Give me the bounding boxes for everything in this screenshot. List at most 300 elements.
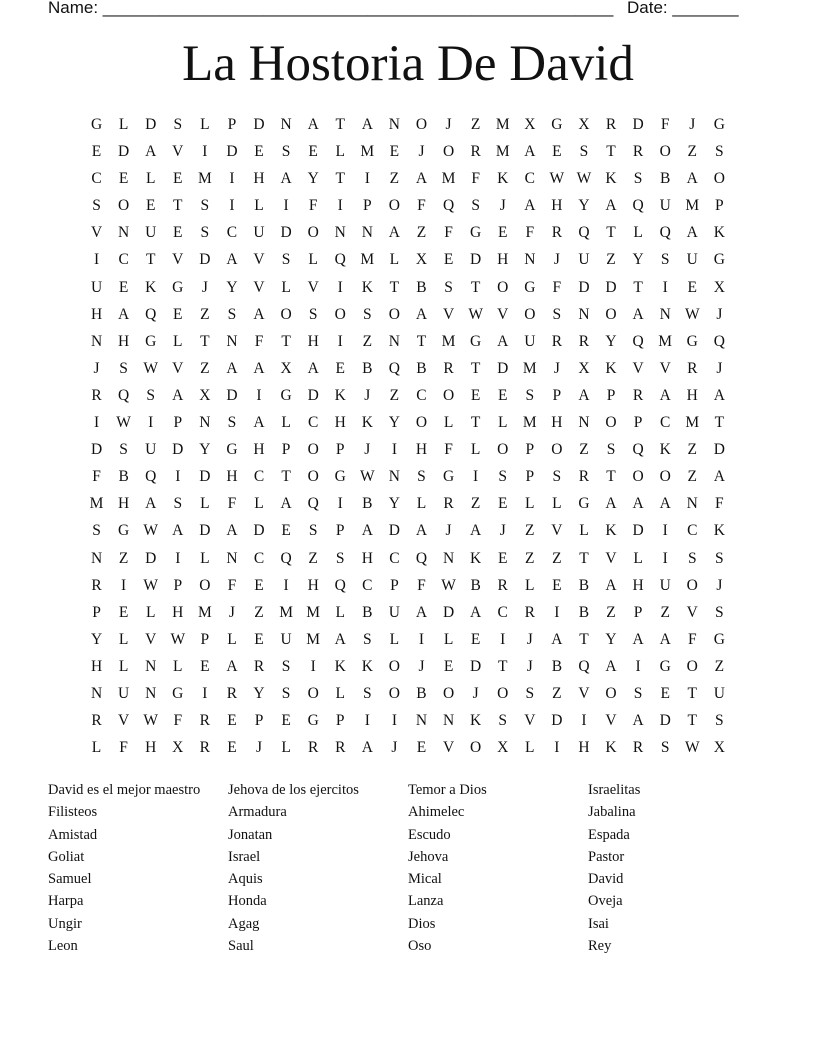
grid-letter: E <box>118 278 129 296</box>
grid-row <box>83 330 733 357</box>
grid-letter: A <box>524 197 536 215</box>
grid-letter: O <box>605 684 617 702</box>
grid-letter: E <box>497 386 508 404</box>
grid-letter: R <box>632 143 644 161</box>
grid-letter: G <box>118 522 130 540</box>
grid-letter: L <box>335 143 345 161</box>
word-list-item: Samuel <box>48 871 92 888</box>
grid-letter: V <box>605 549 617 567</box>
grid-letter: L <box>525 495 535 513</box>
grid-letter: W <box>116 414 131 432</box>
grid-letter: A <box>226 522 238 540</box>
grid-letter: I <box>121 576 127 594</box>
grid-letter: V <box>442 739 455 757</box>
grid-letter: O <box>442 386 455 404</box>
grid-letter: O <box>713 170 725 188</box>
grid-letter: E <box>497 224 508 242</box>
grid-letter: R <box>551 224 563 242</box>
grid-letter: R <box>253 657 265 675</box>
grid-row <box>83 384 733 411</box>
grid-letter: S <box>579 143 589 161</box>
grid-letter: V <box>442 305 455 323</box>
grid-letter: G <box>713 116 725 133</box>
grid-letter: J <box>689 116 696 133</box>
grid-letter: A <box>713 468 725 486</box>
grid-letter: P <box>525 468 535 486</box>
name-field-line: Name: ______________________________________________________ <box>48 0 614 17</box>
grid-letter: W <box>549 170 565 188</box>
grid-letter: N <box>199 414 211 432</box>
grid-letter: E <box>497 495 508 513</box>
grid-letter: E <box>416 739 427 757</box>
grid-letter: R <box>335 739 346 757</box>
grid-letter: Z <box>118 549 129 567</box>
grid-letter: F <box>119 739 128 757</box>
grid-letter: R <box>578 332 590 350</box>
grid-letter: C <box>253 468 265 486</box>
grid-letter: M <box>522 414 537 432</box>
grid-letter: G <box>524 278 536 296</box>
word-list-item: Harpa <box>48 893 84 910</box>
grid-letter: G <box>578 495 590 513</box>
grid-letter: L <box>200 495 210 513</box>
grid-row <box>83 492 733 519</box>
grid-letter: X <box>578 116 590 133</box>
grid-letter: Z <box>254 603 264 621</box>
grid-letter: P <box>227 116 237 133</box>
grid-letter: E <box>118 170 129 188</box>
grid-letter: B <box>416 359 427 377</box>
grid-letter: S <box>92 197 101 215</box>
word-list-item: Aquis <box>228 871 263 888</box>
grid-letter: W <box>143 359 159 377</box>
grid-letter: Y <box>226 278 238 296</box>
grid-letter: O <box>388 657 400 675</box>
grid-letter: N <box>226 549 238 567</box>
grid-letter: Y <box>90 630 103 648</box>
grid-letter: E <box>281 712 291 730</box>
grid-letter: N <box>388 332 400 350</box>
grid-letter: D <box>551 712 563 730</box>
grid-letter: Z <box>389 386 400 404</box>
grid-letter: N <box>578 414 590 432</box>
grid-letter: I <box>662 278 668 296</box>
grid-letter: M <box>441 332 456 350</box>
grid-letter: S <box>715 603 724 621</box>
grid-letter: P <box>335 441 345 459</box>
grid-letter: P <box>173 576 183 594</box>
word-list-item: Israel <box>228 848 261 865</box>
grid-letter: R <box>605 116 617 133</box>
grid-letter: N <box>361 224 373 242</box>
grid-letter: J <box>553 251 560 269</box>
grid-letter: E <box>389 143 400 161</box>
grid-letter: A <box>361 116 373 133</box>
word-search-grid <box>83 113 733 763</box>
word-list-item: Jehova <box>408 848 449 865</box>
grid-letter: A <box>253 359 265 377</box>
grid-letter: N <box>145 657 157 675</box>
grid-letter: V <box>90 224 103 242</box>
grid-letter: D <box>442 603 455 621</box>
grid-letter: G <box>334 468 346 486</box>
grid-letter: K <box>361 414 373 432</box>
grid-letter: S <box>552 305 562 323</box>
grid-letter: Z <box>714 657 725 675</box>
grid-letter: S <box>687 549 697 567</box>
grid-letter: C <box>497 603 508 621</box>
grid-letter: Q <box>632 332 644 350</box>
grid-letter: S <box>606 441 616 459</box>
grid-letter: Q <box>632 441 644 459</box>
grid-letter: O <box>118 197 130 215</box>
grid-letter: K <box>361 657 373 675</box>
grid-letter: N <box>118 224 130 242</box>
grid-letter: S <box>471 197 480 215</box>
grid-letter: I <box>337 332 343 350</box>
grid-letter: O <box>497 441 509 459</box>
grid-letter: V <box>172 251 184 269</box>
grid-letter: L <box>389 630 400 648</box>
grid-letter: L <box>497 414 508 432</box>
grid-letter: S <box>200 224 210 242</box>
grid-letter: X <box>415 251 428 269</box>
grid-letter: E <box>335 359 345 377</box>
grid-letter: P <box>633 603 643 621</box>
grid-letter: X <box>524 116 536 133</box>
grid-letter: D <box>253 522 265 540</box>
grid-row <box>83 411 733 438</box>
grid-letter: Z <box>525 522 535 540</box>
grid-letter: T <box>606 143 616 161</box>
grid-letter: F <box>660 116 670 133</box>
grid-letter: D <box>578 278 590 296</box>
grid-letter: O <box>334 305 346 323</box>
grid-letter: N <box>145 684 157 702</box>
grid-letter: R <box>91 576 102 594</box>
grid-letter: E <box>145 197 156 215</box>
grid-letter: Q <box>578 657 590 675</box>
grid-letter: O <box>442 143 455 161</box>
grid-letter: Y <box>578 197 590 215</box>
grid-letter: L <box>145 603 156 621</box>
grid-letter: F <box>715 495 724 513</box>
grid-letter: I <box>175 549 181 567</box>
grid-letter: C <box>416 386 427 404</box>
grid-letter: K <box>334 657 346 675</box>
grid-letter: S <box>363 684 372 702</box>
grid-letter: I <box>500 630 506 648</box>
grid-letter: K <box>470 712 482 730</box>
grid-letter: H <box>253 170 265 188</box>
grid-letter: M <box>360 251 375 269</box>
grid-letter: K <box>713 522 725 540</box>
grid-letter: A <box>307 116 319 133</box>
grid-letter: G <box>145 332 157 350</box>
grid-letter: O <box>307 441 319 459</box>
grid-letter: O <box>497 684 509 702</box>
grid-letter: I <box>662 522 668 540</box>
grid-letter: U <box>686 251 698 269</box>
grid-letter: A <box>253 414 265 432</box>
grid-letter: M <box>522 359 537 377</box>
grid-row <box>83 194 733 221</box>
grid-letter: Z <box>416 224 427 242</box>
grid-letter: D <box>632 522 644 540</box>
grid-letter: V <box>172 359 184 377</box>
grid-letter: A <box>145 495 157 513</box>
grid-letter: L <box>118 116 129 133</box>
grid-letter: I <box>391 712 397 730</box>
grid-letter: K <box>605 170 617 188</box>
grid-row <box>83 438 733 465</box>
grid-letter: Y <box>388 414 400 432</box>
word-list-item: David es el mejor maestro <box>48 782 201 798</box>
grid-letter: H <box>172 603 184 621</box>
grid-letter: I <box>229 170 235 188</box>
grid-letter: O <box>632 468 644 486</box>
grid-letter: G <box>226 441 238 459</box>
grid-letter: Z <box>552 684 562 702</box>
grid-letter: L <box>118 657 129 675</box>
grid-letter: B <box>470 576 481 594</box>
grid-letter: P <box>552 386 562 404</box>
grid-letter: G <box>90 116 103 133</box>
grid-letter: F <box>92 468 101 486</box>
word-list-item: David <box>588 871 624 888</box>
word-list-item: Filisteos <box>48 804 98 821</box>
grid-letter: V <box>253 251 265 269</box>
grid-letter: S <box>660 251 670 269</box>
grid-letter: E <box>660 684 670 702</box>
grid-letter: N <box>442 712 455 730</box>
grid-letter: O <box>686 657 698 675</box>
grid-letter: A <box>524 143 536 161</box>
grid-letter: Q <box>280 549 292 567</box>
grid-letter: M <box>89 495 104 513</box>
grid-letter: O <box>199 576 211 594</box>
grid-letter: E <box>470 630 481 648</box>
word-list-item: Escudo <box>408 826 451 843</box>
grid-letter: N <box>90 684 103 702</box>
grid-letter: S <box>525 684 535 702</box>
grid-row <box>83 601 733 628</box>
word-list-item: Ungir <box>48 915 82 932</box>
grid-letter: E <box>254 630 264 648</box>
grid-letter: N <box>415 712 428 730</box>
grid-letter: C <box>307 414 319 432</box>
word-list-item: Jehova de los ejercitos <box>228 782 359 798</box>
grid-letter: I <box>364 712 370 730</box>
grid-letter: A <box>497 332 509 350</box>
grid-letter: M <box>306 630 321 648</box>
grid-letter: D <box>90 441 103 459</box>
grid-letter: T <box>416 332 427 350</box>
grid-letter: R <box>632 739 644 757</box>
grid-letter: H <box>145 739 157 757</box>
grid-letter: P <box>173 414 183 432</box>
grid-letter: S <box>363 630 372 648</box>
grid-letter: N <box>686 495 698 513</box>
grid-letter: R <box>307 739 319 757</box>
grid-letter: H <box>415 441 428 459</box>
grid-letter: P <box>281 441 291 459</box>
grid-letter: S <box>281 251 291 269</box>
grid-letter: E <box>227 712 237 730</box>
grid-letter: O <box>551 441 563 459</box>
grid-letter: S <box>633 684 643 702</box>
grid-letter: J <box>716 359 723 377</box>
grid-letter: E <box>281 522 291 540</box>
grid-letter: K <box>659 441 671 459</box>
word-list-item: Armadura <box>228 804 287 821</box>
grid-letter: C <box>91 170 102 188</box>
grid-letter: W <box>360 468 375 486</box>
word-list-item: Lanza <box>408 893 444 910</box>
grid-letter: T <box>497 657 508 675</box>
grid-letter: G <box>307 712 319 730</box>
grid-letter: E <box>173 305 183 323</box>
grid-letter: P <box>92 603 101 621</box>
grid-letter: N <box>578 305 590 323</box>
grid-row <box>83 276 733 303</box>
grid-letter: U <box>118 684 130 702</box>
grid-letter: E <box>443 251 454 269</box>
grid-letter: G <box>470 224 482 242</box>
grid-letter: U <box>659 576 671 594</box>
grid-letter: C <box>226 224 238 242</box>
grid-letter: A <box>415 603 428 621</box>
grid-letter: B <box>551 657 563 675</box>
word-list-item: Oso <box>408 938 432 955</box>
grid-letter: D <box>605 278 617 296</box>
grid-letter: Z <box>470 495 481 513</box>
grid-letter: W <box>684 739 700 757</box>
word-list-item: Agag <box>228 915 260 932</box>
grid-letter: V <box>172 143 184 161</box>
grid-letter: Z <box>470 116 481 133</box>
grid-letter: I <box>202 684 208 702</box>
grid-letter: G <box>442 468 455 486</box>
grid-letter: G <box>280 386 292 404</box>
grid-letter: T <box>470 278 481 296</box>
grid-letter: Z <box>660 603 670 621</box>
grid-letter: R <box>524 603 535 621</box>
grid-letter: Z <box>552 549 562 567</box>
grid-letter: E <box>552 576 562 594</box>
grid-letter: W <box>143 576 159 594</box>
grid-letter: R <box>632 386 644 404</box>
grid-letter: K <box>605 739 617 757</box>
grid-letter: T <box>579 630 589 648</box>
grid-letter: D <box>145 116 157 133</box>
grid-letter: E <box>552 143 562 161</box>
grid-letter: L <box>281 278 291 296</box>
grid-letter: T <box>633 278 643 296</box>
grid-letter: H <box>686 386 698 404</box>
grid-letter: Q <box>659 224 671 242</box>
grid-letter: N <box>90 332 103 350</box>
grid-letter: D <box>145 549 157 567</box>
grid-letter: F <box>227 495 237 513</box>
grid-letter: G <box>659 657 671 675</box>
grid-letter: L <box>470 441 481 459</box>
grid-letter: I <box>337 495 343 513</box>
grid-letter: L <box>552 495 562 513</box>
grid-letter: L <box>118 630 129 648</box>
grid-letter: W <box>468 305 483 323</box>
grid-letter: D <box>497 359 509 377</box>
word-list-column <box>408 779 588 957</box>
grid-letter: C <box>362 576 373 594</box>
grid-letter: I <box>554 739 560 757</box>
grid-letter: U <box>253 224 265 242</box>
grid-letter: F <box>687 630 697 648</box>
grid-letter: J <box>553 359 560 377</box>
grid-letter: C <box>687 522 698 540</box>
grid-letter: S <box>119 441 128 459</box>
grid-letter: P <box>525 441 535 459</box>
grid-letter: A <box>253 305 265 323</box>
grid-letter: D <box>226 386 238 404</box>
word-list-item: Oveja <box>588 893 623 910</box>
grid-letter: O <box>307 468 319 486</box>
grid-letter: Z <box>525 549 535 567</box>
grid-letter: J <box>364 441 371 459</box>
grid-letter: S <box>281 143 291 161</box>
grid-letter: R <box>199 712 211 730</box>
grid-letter: J <box>716 576 723 594</box>
word-list-column <box>588 779 768 957</box>
grid-letter: D <box>470 251 482 269</box>
grid-letter: D <box>713 441 725 459</box>
grid-letter: B <box>578 603 590 621</box>
grid-letter: R <box>497 576 508 594</box>
grid-letter: A <box>415 305 428 323</box>
grid-row <box>83 682 733 709</box>
grid-letter: O <box>388 197 400 215</box>
grid-letter: A <box>226 359 238 377</box>
grid-letter: O <box>307 224 319 242</box>
grid-letter: S <box>525 386 535 404</box>
grid-letter: A <box>632 630 644 648</box>
grid-letter: A <box>307 359 319 377</box>
grid-letter: L <box>281 414 291 432</box>
word-list-item: Leon <box>48 938 78 955</box>
word-list-column <box>48 779 228 957</box>
grid-letter: A <box>632 712 644 730</box>
grid-letter: I <box>148 414 154 432</box>
grid-letter: R <box>226 684 238 702</box>
grid-letter: U <box>713 684 725 702</box>
grid-letter: Q <box>388 359 400 377</box>
grid-letter: E <box>173 224 183 242</box>
grid-letter: V <box>497 305 509 323</box>
grid-letter: R <box>551 332 563 350</box>
grid-letter: S <box>227 414 237 432</box>
grid-letter: O <box>659 468 671 486</box>
grid-letter: S <box>444 278 453 296</box>
grid-letter: D <box>199 468 211 486</box>
grid-letter: W <box>684 305 700 323</box>
grid-row <box>83 547 733 574</box>
grid-letter: D <box>172 441 184 459</box>
grid-letter: N <box>659 305 671 323</box>
grid-letter: B <box>362 359 373 377</box>
grid-letter: T <box>173 197 183 215</box>
grid-letter: I <box>364 170 370 188</box>
grid-letter: D <box>199 251 211 269</box>
